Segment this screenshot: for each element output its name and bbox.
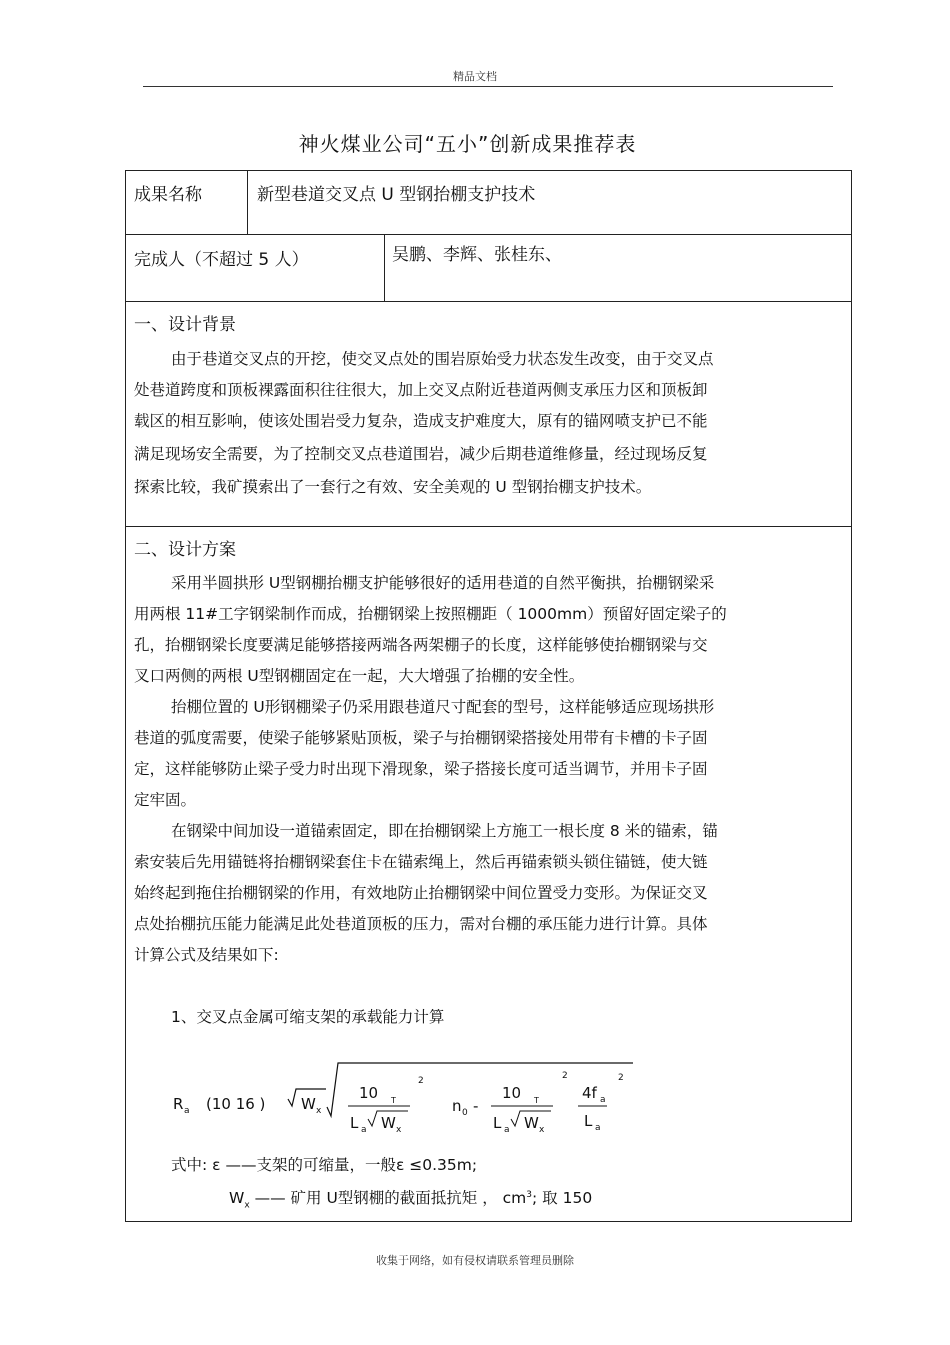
paragraph-line: 采用半圆拱形 U型钢棚抬棚支护能够很好的适用巷道的自然平衡拱，抬棚钢梁采 xyxy=(171,574,715,592)
column-divider xyxy=(384,234,385,301)
frac2-numerator: 10 xyxy=(502,1084,522,1102)
frac2-la: L xyxy=(493,1114,502,1132)
paragraph-line: 巷道的弧度需要，使梁子能够紧贴顶板，梁子与抬棚钢梁搭接处用带有卡槽的卡子固 xyxy=(134,729,708,747)
column-divider xyxy=(247,171,248,234)
formula-note-epsilon: 式中: ε ——支架的可缩量，一般ε ≤0.35m; xyxy=(171,1156,478,1174)
formula-minus: - xyxy=(473,1097,479,1115)
header-rule xyxy=(143,86,833,87)
frac2-la-sub: a xyxy=(504,1125,510,1135)
row-divider xyxy=(126,234,851,235)
calculation-heading: 1、交叉点金属可缩支架的承载能力计算 xyxy=(171,1008,445,1026)
contributors-label: 完成人（不超过 5 人） xyxy=(134,250,309,270)
frac2-wx: W xyxy=(524,1114,539,1132)
frac2-wx-sub: x xyxy=(539,1125,545,1135)
paragraph-line: 叉口两侧的两根 U型钢棚固定在一起，大大增强了抬棚的安全性。 xyxy=(134,667,585,685)
page-header: 精品文档 xyxy=(453,70,497,83)
formula-n0-sub: 0 xyxy=(462,1108,468,1118)
frac2-sqrt xyxy=(511,1111,551,1126)
contributors-value: 吴鹏、李辉、张桂东、 xyxy=(392,245,562,265)
sqrt-sign xyxy=(288,1089,326,1106)
frac1-square: 2 xyxy=(418,1076,424,1086)
paragraph-line: 满足现场安全需要，为了控制交叉点巷道围岩，减少后期巷道维修量，经过现场反复 xyxy=(134,445,708,463)
paragraph-line: 用两根 11#工字钢梁制作而成，抬棚钢梁上按照棚距（ 1000mm）预留好固定梁子的 xyxy=(134,605,727,623)
frac1-tau: T xyxy=(391,1096,396,1105)
section-design-background-heading: 一、设计背景 xyxy=(134,315,236,335)
paragraph-line: 抬棚位置的 U形钢棚梁子仍采用跟巷道尺寸配套的型号，这样能够适应现场拱形 xyxy=(171,698,715,716)
note-wx-sub: x xyxy=(244,1200,250,1211)
outer-sqrt-sign xyxy=(327,1063,633,1116)
frac1-numerator: 10 xyxy=(359,1084,379,1102)
formula-ra: R xyxy=(173,1095,184,1113)
row-divider xyxy=(126,526,851,527)
frac1-la: L xyxy=(350,1114,359,1132)
paragraph-line: 孔，抬棚钢梁长度要满足能够搭接两端各两架棚子的长度，这样能够使抬棚钢梁与交 xyxy=(134,636,708,654)
frac2-tau: T xyxy=(534,1096,539,1105)
paragraph-line: 处巷道跨度和顶板裸露面积往往很大，加上交叉点附近巷道两侧支承压力区和顶板卸 xyxy=(134,381,708,399)
row-divider xyxy=(126,301,851,302)
note-wx-text: —— 矿用 U型钢棚的截面抵抗矩 ， cm xyxy=(254,1189,527,1208)
formula-note-wx xyxy=(229,1185,592,1215)
formula-ra-sub: a xyxy=(184,1106,190,1116)
paragraph-line: 探索比较，我矿摸索出了一套行之有效、安全美观的 U 型钢抬棚支护技术。 xyxy=(134,478,652,496)
frac3-la: L xyxy=(584,1112,593,1130)
frac3-square: 2 xyxy=(618,1073,624,1083)
paragraph-line: 在钢梁中间加设一道锚索固定，即在抬棚钢梁上方施工一根长度 8 米的锚索，锚 xyxy=(171,822,718,840)
paragraph-line: 定牢固。 xyxy=(134,791,197,809)
note-wx-tail: ; 取 150 xyxy=(532,1189,593,1208)
achievement-name-value: 新型巷道交叉点 U 型钢抬棚支护技术 xyxy=(257,185,536,205)
frac3-la-sub: a xyxy=(595,1123,601,1133)
paragraph-line: 始终起到拖住抬棚钢梁的作用，有效地防止抬棚钢梁中间位置受力变形。为保证交叉 xyxy=(134,884,708,902)
frac3-numerator: 4f xyxy=(582,1084,597,1102)
note-wx-symbol: W xyxy=(229,1189,245,1208)
frac1-wx: W xyxy=(381,1114,396,1132)
frac2-square: 2 xyxy=(562,1071,568,1081)
achievement-name-label: 成果名称 xyxy=(134,185,202,205)
formula-n0: n xyxy=(452,1097,462,1115)
paragraph-line: 定，这样能够防止梁子受力时出现下滑现象，梁子搭接长度可适当调节，并用卡子固 xyxy=(134,760,708,778)
paragraph-line: 计算公式及结果如下: xyxy=(134,946,279,964)
section-design-plan-heading: 二、设计方案 xyxy=(134,540,236,560)
frac1-wx-sub: x xyxy=(396,1125,402,1135)
formula-wx-sub: x xyxy=(316,1106,322,1116)
paragraph-line: 索安装后先用锚链将抬棚钢梁套住卡在锚索绳上，然后再锚索锁头锁住锚链，使大链 xyxy=(134,853,708,871)
frac1-sqrt xyxy=(368,1111,408,1126)
frac1-la-sub: a xyxy=(361,1125,367,1135)
frac3-fa-sub: a xyxy=(600,1095,606,1105)
paragraph-line: 载区的相互影响，使该处围岩受力复杂，造成支护难度大，原有的锚网喷支护已不能 xyxy=(134,412,708,430)
paragraph-line: 由于巷道交叉点的开挖，使交叉点处的围岩原始受力状态发生改变，由于交叉点 xyxy=(171,350,714,368)
recommendation-form xyxy=(125,170,852,1222)
page-footer: 收集于网络，如有侵权请联系管理员删除 xyxy=(376,1254,574,1267)
document-title: 神火煤业公司“五小”创新成果推荐表 xyxy=(298,132,637,156)
formula-wx: W xyxy=(301,1095,316,1113)
paragraph-line: 点处抬棚抗压能力能满足此处巷道顶板的压力，需对台棚的承压能力进行计算。具体 xyxy=(134,915,708,933)
formula-coefficient: (10 16 ) xyxy=(206,1095,266,1113)
note-wx-unit-sup: 3 xyxy=(526,1190,533,1200)
